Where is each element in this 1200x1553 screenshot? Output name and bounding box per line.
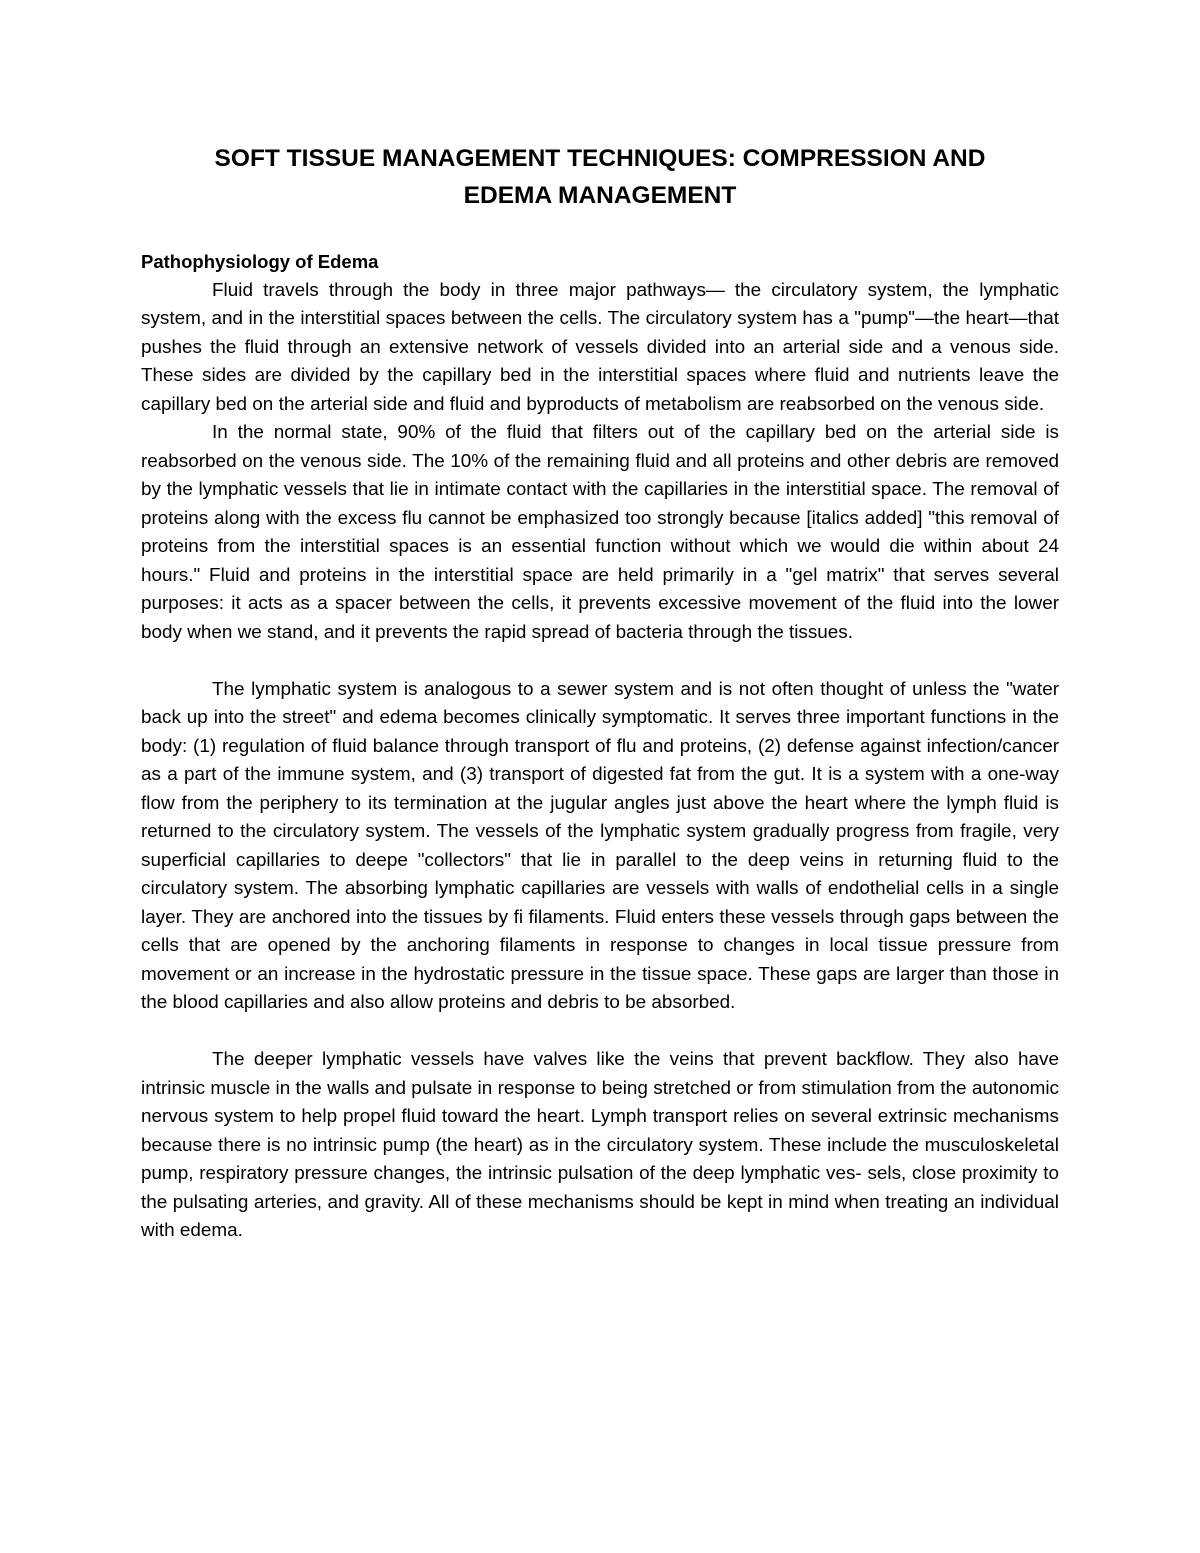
title-line-2: EDEMA MANAGEMENT xyxy=(463,182,737,209)
paragraph-3: The lymphatic system is analogous to a sewer system and is not often thought of unless the "water back up into the street" and edema becomes clinically symptomatic. It serves three important functions in the body: (1) regulation of fluid balance through transport of flu and proteins, (2) defense against infection/cancer as a part of the immune system, and (3) transport of digested fat from the gut. It is a system with a one-way flow from the periphery to its termination at the jugular angles just above the heart where the lymph fluid is returned to the circulatory system. The vessels of the lymphatic system gradually progress from fragile, very superficial capillaries to deepe "collectors" that lie in parallel to the deep veins in returning fluid to the circulatory system. The absorbing lymphatic capillaries are vessels with walls of endothelial cells in a single layer. They are anchored into the tissues by fi filaments. Fluid enters these vessels through gaps between the cells that are opened by the anchoring filaments in response to changes in local tissue pressure from movement or an increase in the hydrostatic pressure in the tissue space. These gaps are larger than those in the blood capillaries and also allow proteins and debris to be absorbed. xyxy=(141,678,1059,1013)
document-page xyxy=(141,140,1059,1246)
paragraph-1: Fluid travels through the body in three major pathways— the circulatory system, the lymphatic system, and in the interstitial spaces between the cells. The circulatory system has a "pump"—the heart—that pushes the fluid through an extensive network of vessels divided into an arterial side and a venous side. These sides are divided by the capillary bed in the interstitial spaces where fluid and nutrients leave the capillary bed on the arterial side and fluid and byproducts of metabolism are reabsorbed on the venous side. xyxy=(141,279,1059,415)
document-title xyxy=(141,140,1059,214)
title-line-1: SOFT TISSUE MANAGEMENT TECHNIQUES: COMPRESSION AND xyxy=(214,145,986,172)
paragraph-2: In the normal state, 90% of the fluid that filters out of the capillary bed on the arterial side is reabsorbed on the venous side. The 10% of the remaining fluid and all proteins and other debris are removed by the lymphatic vessels that lie in intimate contact with the capillaries in the interstitial space. The removal of proteins along with the excess flu cannot be emphasized too strongly because [italics added] "this removal of proteins from the interstitial spaces is an essential function without which we would die within about 24 hours." Fluid and proteins in the interstitial space are held primarily in a "gel matrix" that serves several purposes: it acts as a spacer between the cells, it prevents excessive movement of the fluid into the lower body when we stand, and it prevents the rapid spread of bacteria through the tissues. xyxy=(141,422,1059,643)
section-heading: Pathophysiology of Edema xyxy=(141,251,379,272)
paragraph-4: The deeper lymphatic vessels have valves like the veins that prevent backflow. They also have intrinsic muscle in the walls and pulsate in response to being stretched or from stimulation from the autonomic nervous system to help propel fluid toward the heart. Lymph transport relies on several extrinsic mechanisms because there is no intrinsic pump (the heart) as in the circulatory system. These include the musculoskeletal pump, respiratory pressure changes, the intrinsic pulsation of the deep lymphatic ves- sels, close proximity to the pulsating arteries, and gravity. All of these mechanisms should be kept in mind when treating an individual with edema. xyxy=(141,1049,1059,1241)
